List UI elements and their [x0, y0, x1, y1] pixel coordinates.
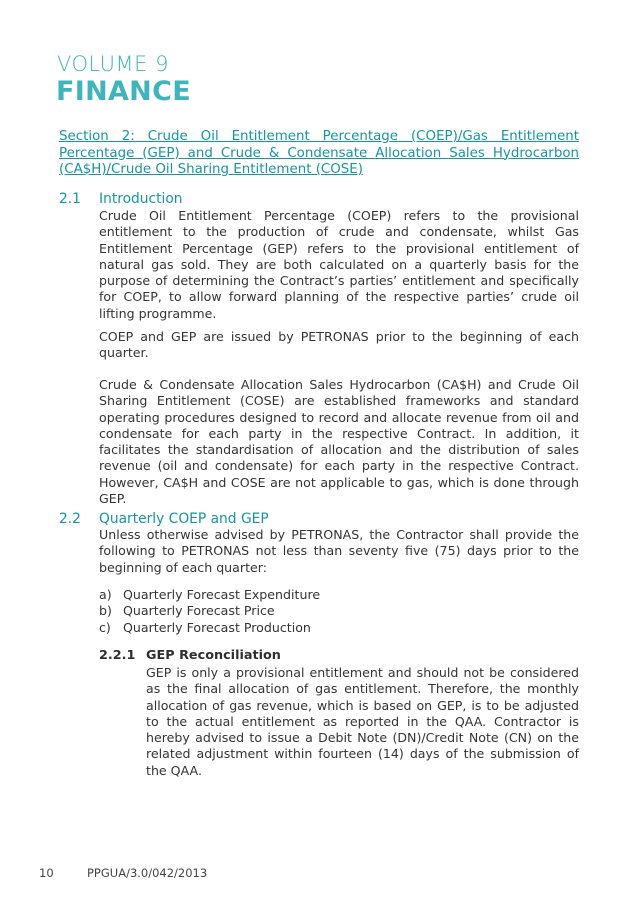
paragraph-2-1-b: COEP and GEP are issued by PETRONAS prior to the beginning of each quarter. [99, 329, 579, 361]
list-item [99, 603, 320, 619]
section-title: Section 2: Crude Oil Entitlement Percentage (COEP)/Gas Entitlement Percentage (GEP) and Crude & Condensate Allocation Sales Hydrocarbon (CA$H)/Crude Oil Sharing Entitlement (COSE) [59, 129, 579, 177]
list-marker: c) [99, 619, 111, 635]
list-marker: b) [99, 603, 112, 619]
heading-text: GEP Reconciliation [146, 648, 281, 663]
list-item [99, 620, 320, 636]
heading-number: 2.2 [59, 511, 81, 527]
heading-text: Introduction [99, 191, 183, 207]
paragraph-2-2-1: GEP is only a provisional entitlement and should not be considered as the final allocation of gas entitlement. Therefore, the monthly allocation of gas revenue, which is based on GEP, is to be adjusted to the actual entitlement as reported in the QAA. Contractor is hereby advised to issue a Debit Note (DN)/Credit Note (CN) on the related adjustment within fourteen (14) days of the submission of the QAA. [146, 665, 579, 778]
paragraph-2-1-a: Crude Oil Entitlement Percentage (COEP) refers to the provisional entitlement to the production of crude and condensate, whilst Gas Entitlement Percentage (GEP) refers to the provisional entitlement of natural gas sold. They are both calculated on a quarterly basis for the purpose of determining the Contract’s parties’ entitlement and specifically for COEP, to allow forward planning of the respective parties’ crude oil lifting programme. [99, 208, 579, 321]
list-item [99, 587, 320, 603]
list-item-text: Quarterly Forecast Price [123, 603, 275, 619]
heading-number: 2.2.1 [99, 648, 136, 663]
list-item-text: Quarterly Forecast Production [123, 619, 311, 635]
volume-label: VOLUME 9 [57, 52, 169, 76]
page-footer [39, 866, 207, 880]
forecast-list [99, 587, 320, 636]
list-marker: a) [99, 587, 112, 602]
paragraph-2-2: Unless otherwise advised by PETRONAS, the Contractor shall provide the following to PETRONAS not less than seventy five (75) days prior to the beginning of each quarter: [99, 527, 579, 575]
heading-text: Quarterly COEP and GEP [99, 511, 269, 527]
list-item-text: Quarterly Forecast Expenditure [123, 587, 321, 602]
heading-number: 2.1 [59, 191, 81, 207]
paragraph-2-1-c: Crude & Condensate Allocation Sales Hydrocarbon (CA$H) and Crude Oil Sharing Entitlement (COSE) are established frameworks and standard operating procedures designed to record and allocate revenue from oil and condensate for each party in the respective Contract. In addition, it facilitates the standardisation of allocation and the distribution of sales revenue (oil and condensate) for each party in the respective Contract. However, CA$H and COSE are not applicable to gas, which is done through GEP. [99, 377, 579, 507]
document-code: PPGUA/3.0/042/2013 [87, 866, 208, 880]
page-number: 10 [39, 866, 54, 880]
volume-title: FINANCE [56, 76, 191, 107]
